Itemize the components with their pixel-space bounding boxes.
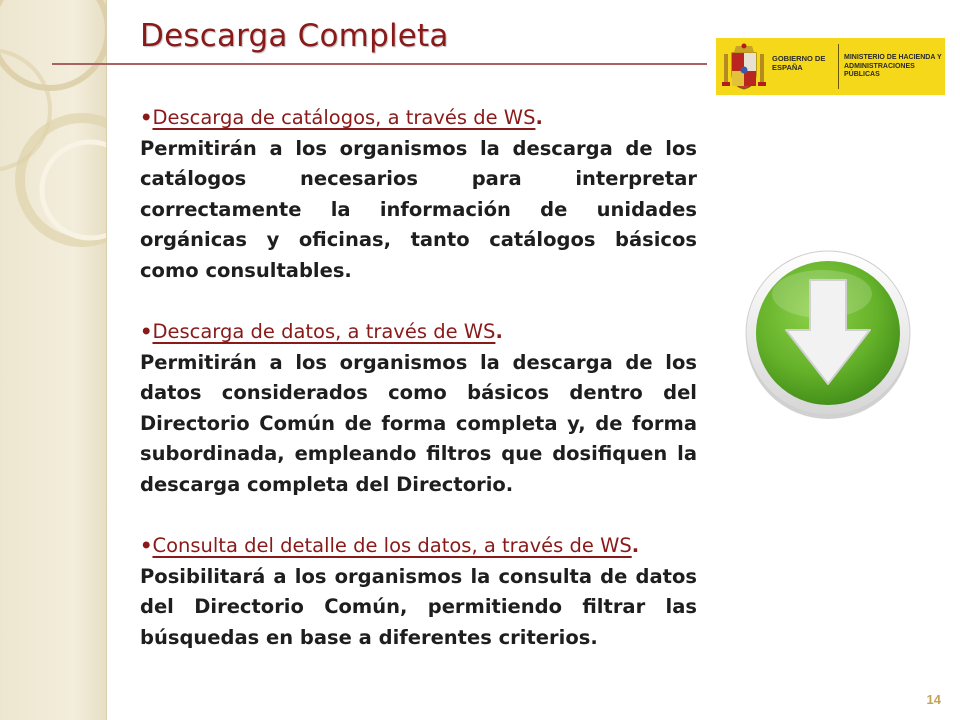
section-heading (140, 103, 697, 134)
bullet: • (140, 106, 153, 129)
heading-punct: . (495, 320, 503, 343)
section-link-data[interactable]: Descarga de datos, a través de WS (152, 320, 496, 343)
bullet: • (140, 534, 153, 557)
decorative-circles (0, 0, 106, 720)
title-divider (52, 63, 707, 65)
section-link-detail[interactable]: Consulta del detalle de los datos, a través de WS (152, 534, 632, 557)
coat-of-arms-icon (722, 42, 766, 92)
page-title: Descarga Completa (140, 18, 449, 54)
bullet: • (140, 320, 153, 343)
download-arrow-icon (742, 248, 914, 420)
government-label: GOBIERNO DE ESPAÑA (772, 54, 826, 72)
section-body: Posibilitará a los organismos la consulta de datos del Directorio Común, permitiendo filtrar las búsquedas en base a diferentes criterios. (140, 564, 697, 649)
government-logo (716, 38, 945, 95)
decorative-left-band (0, 0, 107, 720)
section-link-catalogs[interactable]: Descarga de catálogos, a través de WS (152, 106, 536, 129)
section-data (140, 317, 697, 500)
section-heading (140, 317, 697, 348)
heading-punct: . (535, 106, 543, 129)
section-heading (140, 531, 697, 562)
section-body: Permitirán a los organismos la descarga de los catálogos necesarios para interpretar correctamente la información de unidades orgánicas y oficinas, tanto catálogos básicos como consultables. (140, 136, 697, 282)
slide-content (140, 103, 697, 653)
section-body: Permitirán a los organismos la descarga de los datos considerados como básicos dentro del Directorio Común de forma completa y, de forma subordinada, empleando filtros que dosifiquen la descarga completa del Directorio. (140, 350, 697, 496)
section-detail (140, 531, 697, 653)
section-catalogs (140, 103, 697, 286)
heading-punct: . (631, 534, 640, 557)
logo-divider (838, 44, 839, 89)
page-number: 14 (926, 692, 941, 707)
ministry-label: MINISTERIO DE HACIENDA Y ADMINISTRACIONES PÚBLICAS (844, 54, 942, 78)
